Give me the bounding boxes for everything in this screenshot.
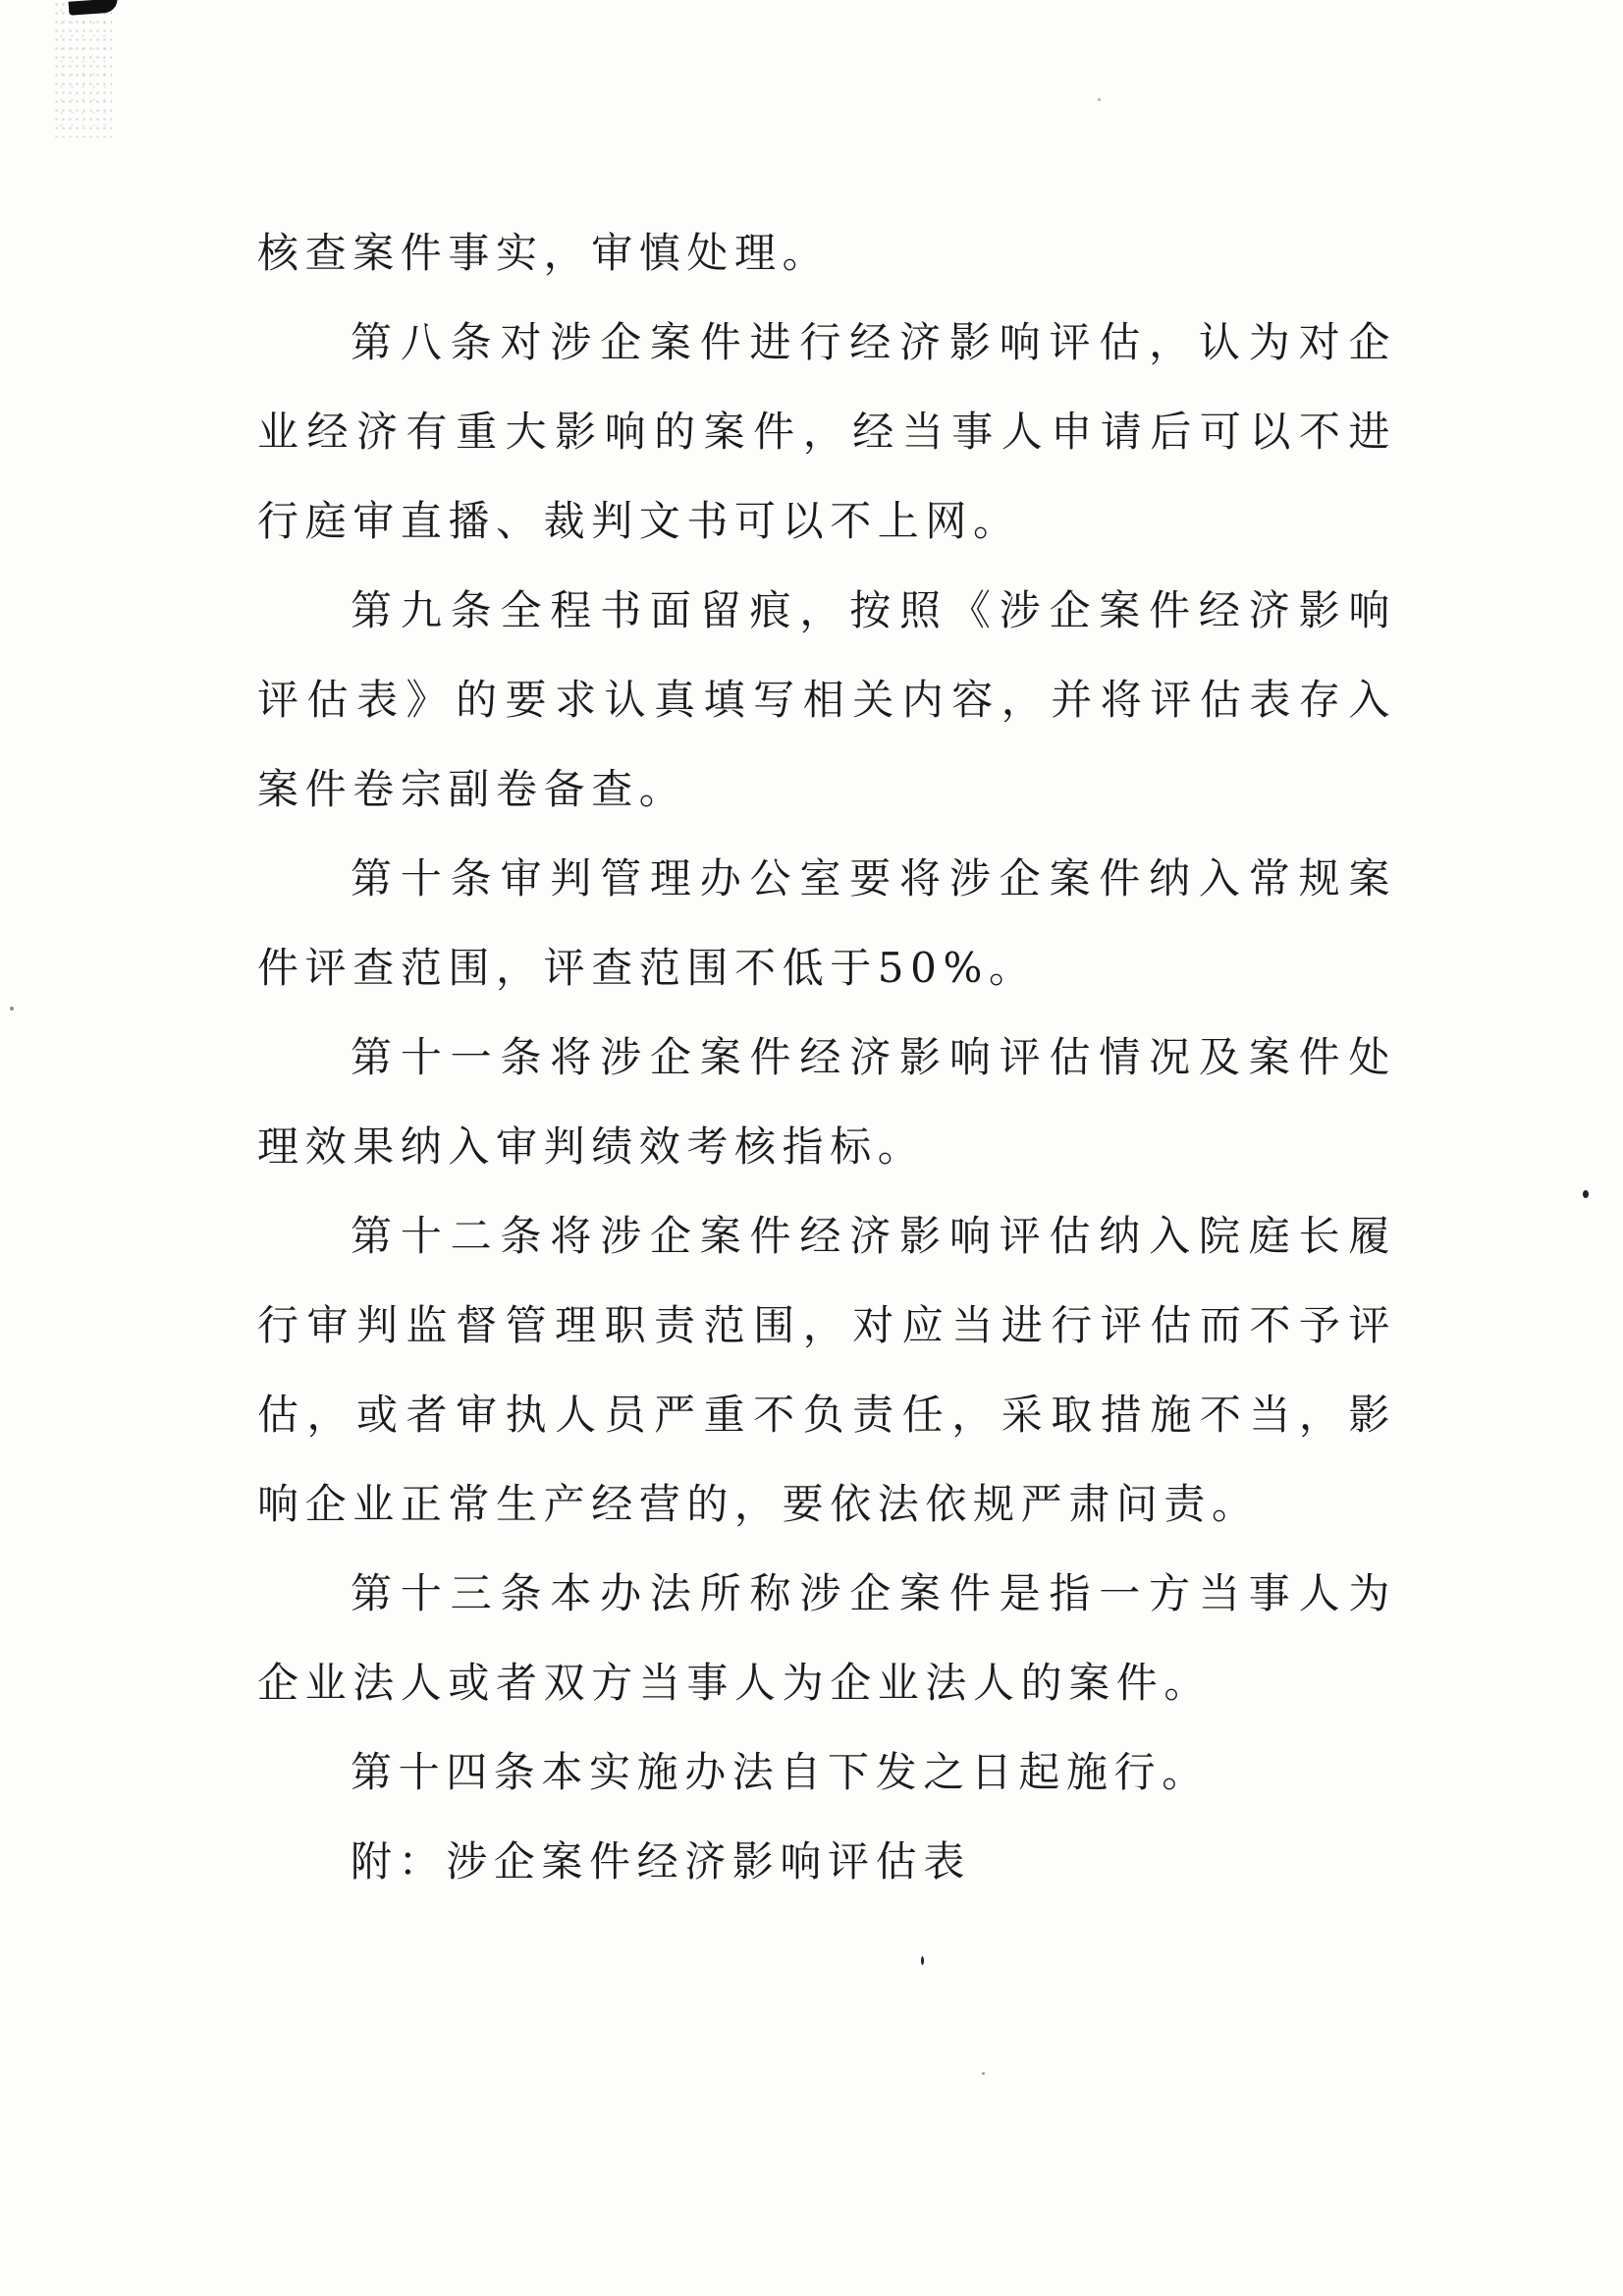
paragraph-article-10: 第十条审判管理办公室要将涉企案件纳入常规案件评查范围，评查范围不低于50%。 xyxy=(257,854,1396,992)
paragraph-attachment: 附：涉企案件经济影响评估表 xyxy=(351,1837,971,1886)
paragraph-article-12: 第十二条将涉企案件经济影响评估纳入院庭长履行审判监督管理职责范围，对应当进行评估而不予评估，或者审执人员严重不负责任，采取措施不当，影响企业正常生产经营的，要依法依规严肃问责。 xyxy=(257,1212,1396,1528)
scan-dot-artifact xyxy=(921,1956,924,1965)
paragraph-article-13: 第十三条本办法所称涉企案件是指一方当事人为企业法人或者双方当事人为企业法人的案件。 xyxy=(257,1569,1396,1707)
scan-dot-artifact xyxy=(1098,98,1101,101)
paragraph-continuation: 核查案件事实，审慎处理。 xyxy=(257,229,831,277)
paragraph-article-9: 第九条全程书面留痕，按照《涉企案件经济影响评估表》的要求认真填写相关内容，并将评估表存入案件卷宗副卷备查。 xyxy=(257,586,1396,813)
scan-dot-artifact xyxy=(1583,1190,1589,1198)
scan-dot-artifact xyxy=(982,2072,985,2075)
paragraph-article-8: 第八条对涉企案件进行经济影响评估，认为对企业经济有重大影响的案件，经当事人申请后可以不进行庭审直播、裁判文书可以不上网。 xyxy=(257,318,1396,545)
scan-dot-artifact xyxy=(10,1007,14,1011)
paragraph-article-14: 第十四条本实施办法自下发之日起施行。 xyxy=(351,1748,1210,1796)
paragraph-article-11: 第十一条将涉企案件经济影响评估情况及案件处理效果纳入审判绩效考核指标。 xyxy=(257,1033,1396,1171)
document-body xyxy=(257,208,1396,1906)
scan-speckle-artifact xyxy=(53,0,112,137)
